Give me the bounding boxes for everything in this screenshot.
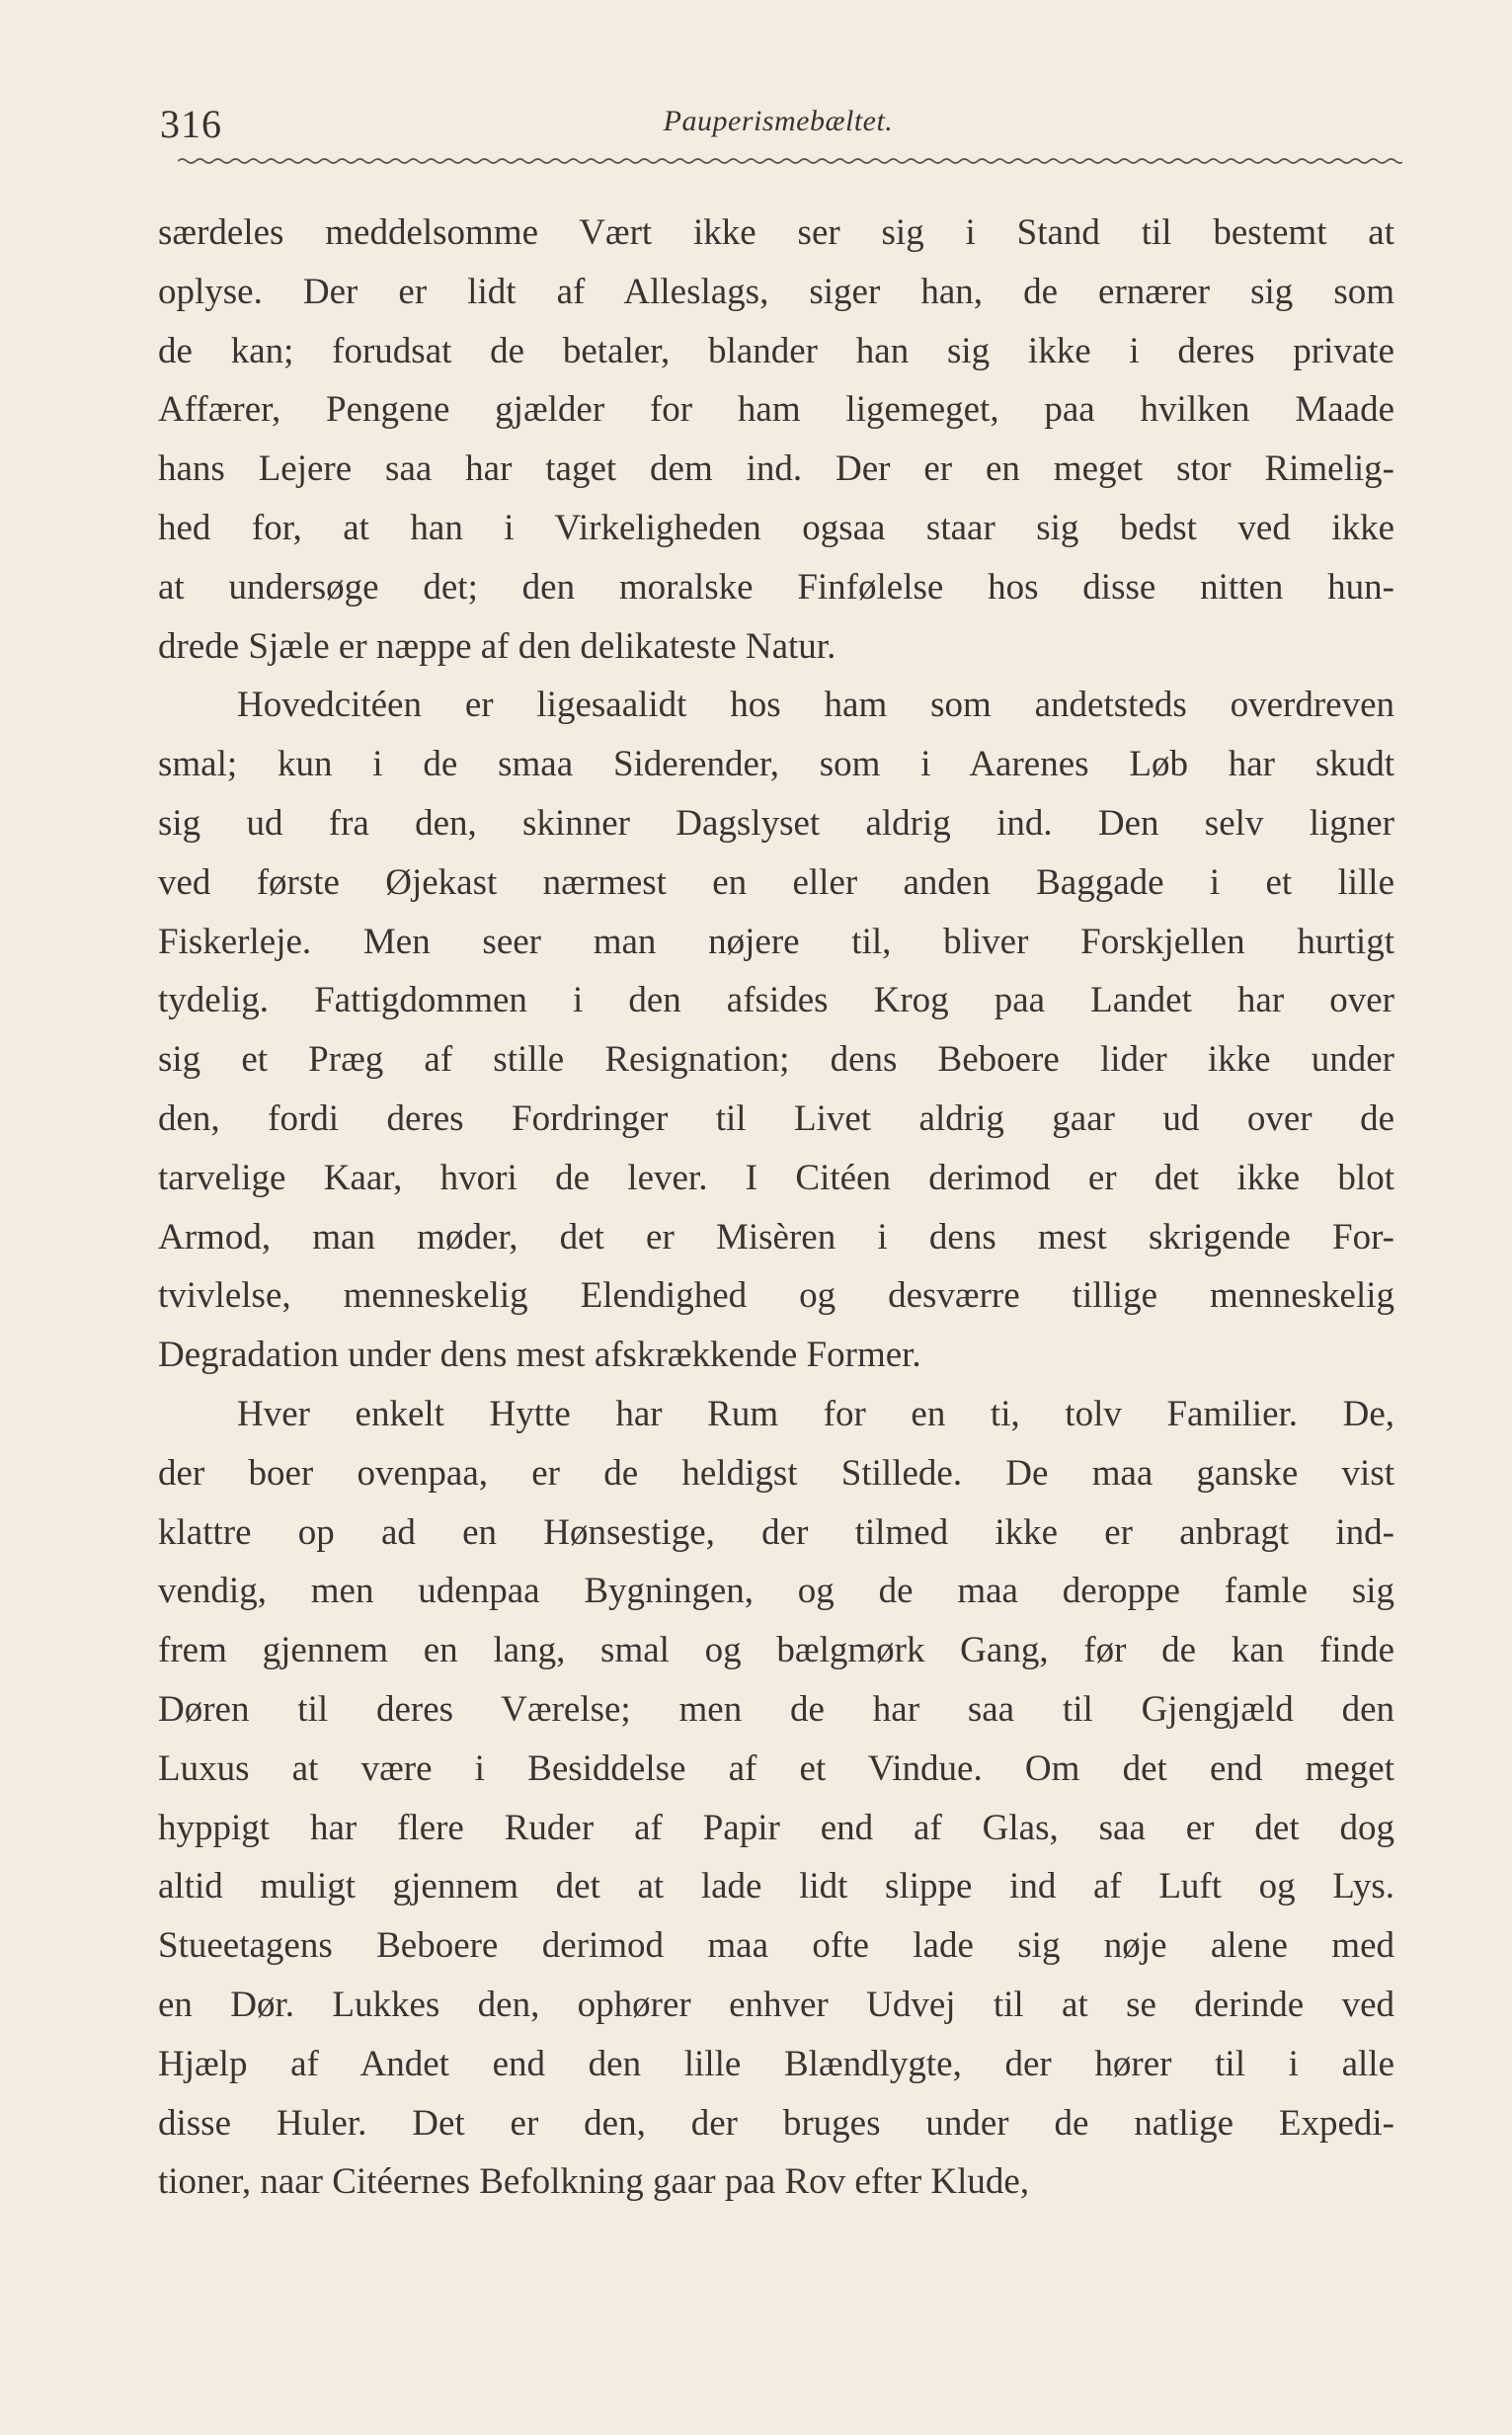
text-line: disse Huler. Det er den, der bruges under de natlige Expedi-: [158, 2102, 1394, 2144]
text-line: ved første Øjekast nærmest en eller anden Baggade i et lille: [158, 861, 1394, 903]
paragraph: [158, 1385, 1394, 2212]
text-line: drede Sjæle er næppe af den delikateste Natur.: [158, 625, 836, 667]
text-line: hyppigt har flere Ruder af Papir end af Glas, saa er det dog: [158, 1807, 1394, 1848]
text-line: Stueetagens Beboere derimod maa ofte lade sig nøje alene med: [158, 1925, 1394, 1967]
text-line: vendig, men udenpaa Bygningen, og de maa deroppe famle sig: [158, 1571, 1394, 1612]
text-line: de kan; forudsat de betaler, blander han sig ikke i deres private: [158, 330, 1394, 371]
page-header: [160, 93, 1396, 152]
page-number: 316: [160, 102, 222, 146]
text-line: der boer ovenpaa, er de heldigst Stillede. De maa ganske vist: [158, 1452, 1394, 1494]
text-line: smal; kun i de smaa Siderender, som i Aarenes Løb har skudt: [158, 744, 1394, 785]
text-line: hans Lejere saa har taget dem ind. Der er en meget stor Rimelig-: [158, 448, 1394, 490]
text-line: tioner, naar Citéernes Befolkning gaar paa Rov efter Klude,: [158, 2161, 1030, 2203]
text-line: oplyse. Der er lidt af Alleslags, siger han, de ernærer sig som: [158, 271, 1394, 312]
text-line: sig ud fra den, skinner Dagslyset aldrig ind. Den selv ligner: [158, 802, 1394, 844]
text-line: Hver enkelt Hytte har Rum for en ti, tolv Familier. De,: [237, 1393, 1394, 1434]
text-line: frem gjennem en lang, smal og bælgmørk Gang, før de kan finde: [158, 1630, 1394, 1671]
text-line: klattre op ad en Hønsestige, der tilmed ikke er anbragt ind-: [158, 1511, 1394, 1553]
text-line: at undersøge det; den moralske Finfølelse hos disse nitten hun-: [158, 566, 1394, 608]
text-line: den, fordi deres Fordringer til Livet aldrig gaar ud over de: [158, 1097, 1394, 1139]
text-line: tvivlelse, menneskelig Elendighed og desværre tillige menneskelig: [158, 1275, 1394, 1317]
text-line: en Dør. Lukkes den, ophører enhver Udvej til at se derinde ved: [158, 1984, 1394, 2025]
text-line: Degradation under dens mest afskrækkende Former.: [158, 1335, 921, 1376]
text-line: Døren til deres Værelse; men de har saa til Gjengjæld den: [158, 1688, 1394, 1730]
text-line: Affærer, Pengene gjælder for ham ligemeget, paa hvilken Maade: [158, 389, 1394, 431]
text-line: sig et Præg af stille Resignation; dens Beboere lider ikke under: [158, 1039, 1394, 1081]
text-line: Hjælp af Andet end den lille Blændlygte, der hører til i alle: [158, 2043, 1394, 2084]
wavy-rule-ornament: [178, 154, 1402, 168]
running-title: Pauperismebæltet.: [663, 105, 894, 137]
text-line: altid muligt gjennem det at lade lidt slippe ind af Luft og Lys.: [158, 1866, 1394, 1907]
text-line: Hovedcitéen er ligesaalidt hos ham som andetsteds overdreven: [237, 685, 1394, 726]
text-line: Armod, man møder, det er Misèren i dens mest skrigende For-: [158, 1216, 1394, 1258]
text-line: hed for, at han i Virkeligheden ogsaa staar sig bedst ved ikke: [158, 507, 1394, 548]
text-line: særdeles meddelsomme Vært ikke ser sig i Stand til bestemt at: [158, 212, 1394, 253]
text-line: tydelig. Fattigdommen i den afsides Krog paa Landet har over: [158, 980, 1394, 1021]
body-text: [158, 203, 1394, 2212]
paragraph: [158, 203, 1394, 676]
text-line: Fiskerleje. Men seer man nøjere til, bliver Forskjellen hurtigt: [158, 921, 1394, 962]
text-line: tarvelige Kaar, hvori de lever. I Citéen derimod er det ikke blot: [158, 1157, 1394, 1198]
text-line: Luxus at være i Besiddelse af et Vindue. Om det end meget: [158, 1747, 1394, 1789]
paragraph: [158, 676, 1394, 1385]
